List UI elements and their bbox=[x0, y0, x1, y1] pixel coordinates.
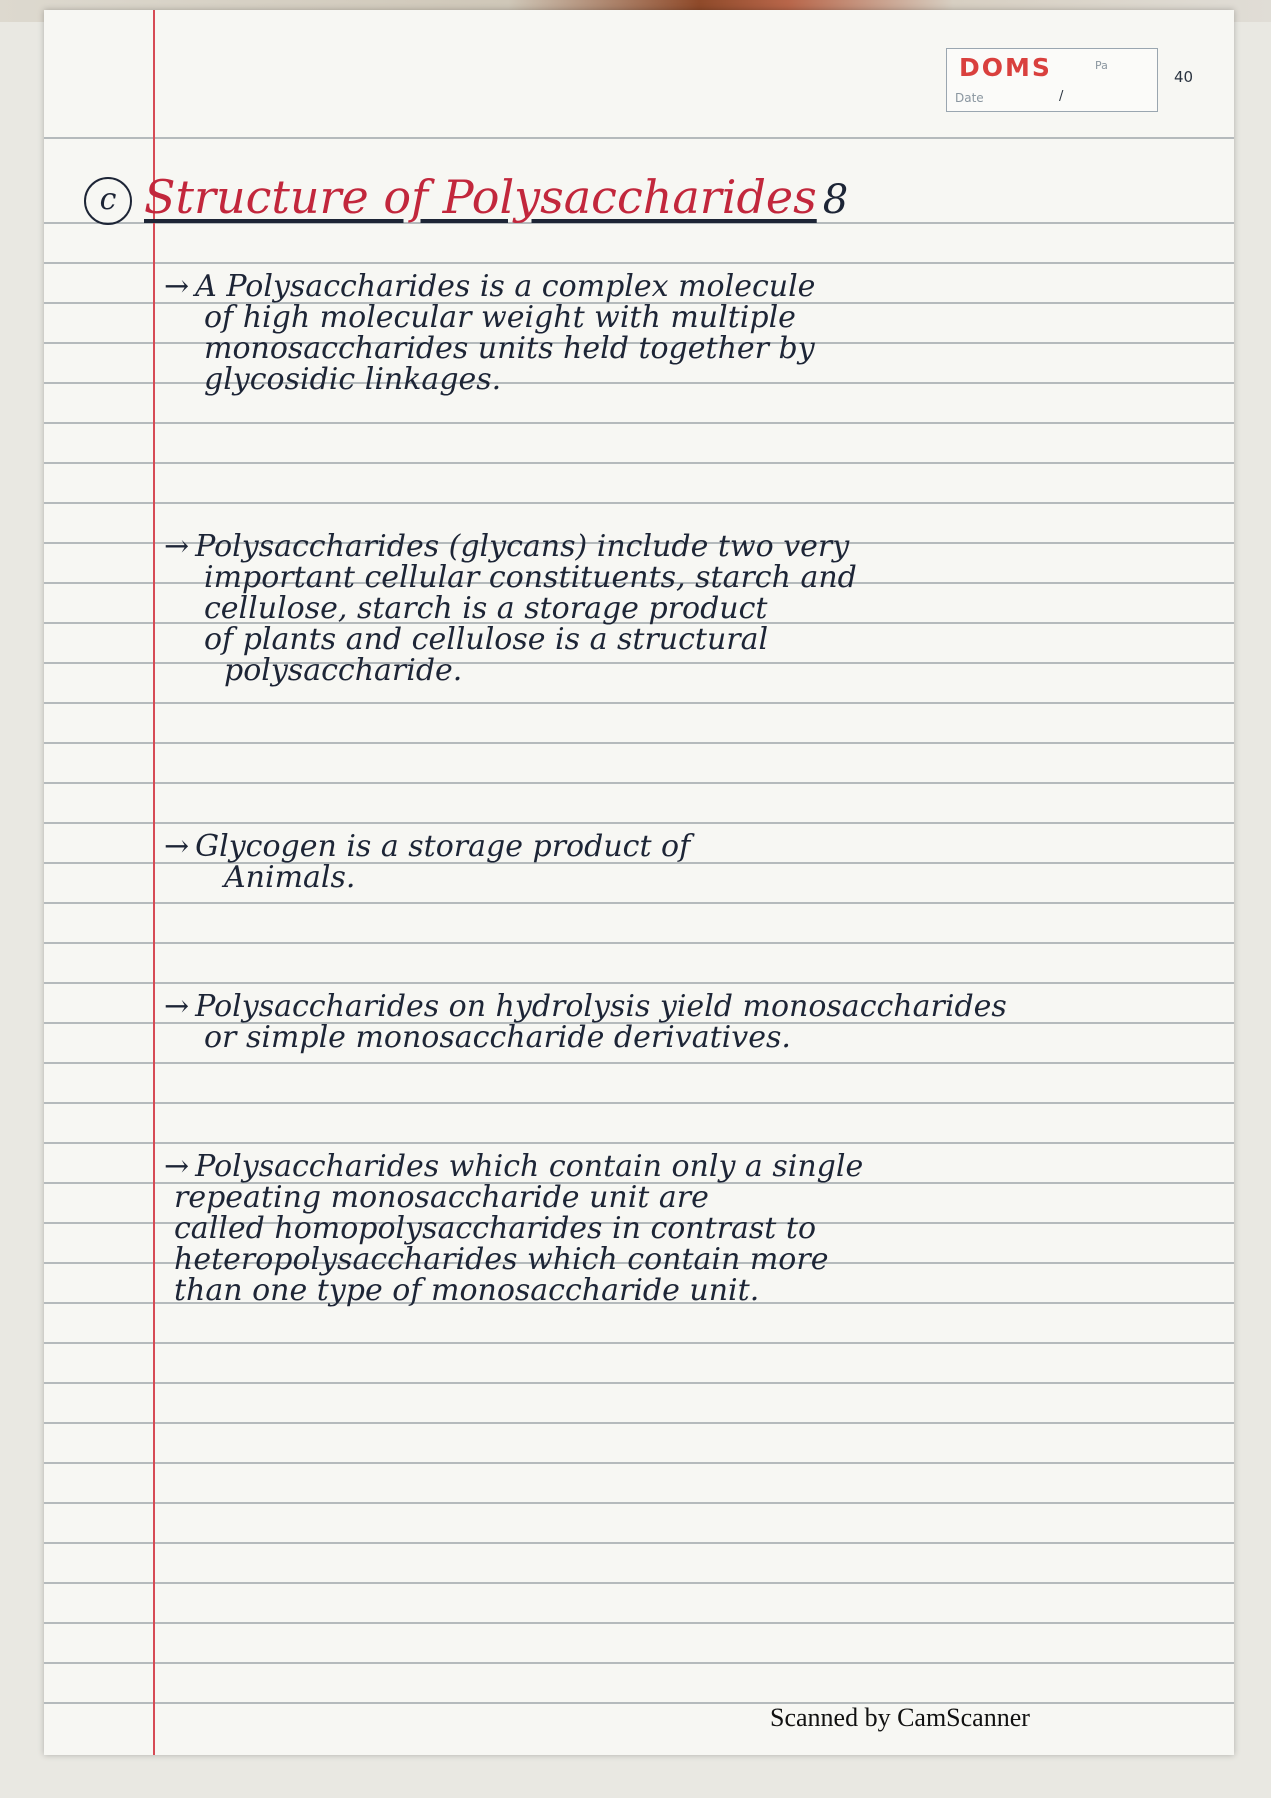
title-suffix: 8 bbox=[822, 177, 849, 223]
page-title bbox=[84, 170, 848, 225]
paragraph-line: glycosidic linkages. bbox=[204, 362, 502, 397]
paragraph-2 bbox=[164, 531, 1214, 686]
paragraph-1 bbox=[164, 271, 1214, 395]
paragraph-line: cellulose, starch is a storage product bbox=[204, 591, 768, 626]
paragraph-line: Glycogen is a storage product of bbox=[195, 829, 691, 864]
scanner-watermark: Scanned by CamScanner bbox=[770, 1703, 1030, 1732]
paragraph-line: Polysaccharides on hydrolysis yield monosaccharides bbox=[195, 989, 1007, 1024]
paragraph-line: Animals. bbox=[224, 860, 356, 895]
paragraph-line: Polysaccharides which contain only a single bbox=[195, 1149, 864, 1184]
paragraph-line: of high molecular weight with multiple bbox=[204, 300, 796, 335]
page-number: 40 bbox=[1174, 68, 1194, 86]
arrow-bullet: → bbox=[164, 529, 190, 564]
date-label: Date bbox=[955, 91, 984, 105]
page-label: Pa bbox=[1095, 59, 1108, 72]
paragraph-line: heteropolysaccharides which contain more bbox=[174, 1242, 829, 1277]
notebook-page bbox=[44, 10, 1234, 1755]
paragraph-line: Polysaccharides (glycans) include two very bbox=[195, 529, 850, 564]
date-value: / bbox=[1059, 89, 1064, 104]
title-text: Structure of Polysaccharides bbox=[144, 170, 817, 224]
paragraph-line: or simple monosaccharide derivatives. bbox=[204, 1020, 791, 1055]
arrow-bullet: → bbox=[164, 1149, 190, 1184]
arrow-bullet: → bbox=[164, 829, 190, 864]
paragraph-line: important cellular constituents, starch and bbox=[204, 560, 857, 595]
brand-logo: DOMS bbox=[959, 53, 1052, 82]
notebook-header-box bbox=[946, 48, 1158, 112]
paragraph-line: of plants and cellulose is a structural bbox=[204, 622, 769, 657]
paragraph-line: called homopolysaccharides in contrast to bbox=[174, 1211, 817, 1246]
paragraph-4 bbox=[164, 991, 1214, 1053]
paragraph-line: monosaccharides units held together by bbox=[204, 331, 815, 366]
arrow-bullet: → bbox=[164, 989, 190, 1024]
paragraph-line: repeating monosaccharide unit are bbox=[174, 1180, 709, 1215]
section-marker: c bbox=[84, 177, 132, 225]
paragraph-line: than one type of monosaccharide unit. bbox=[174, 1273, 760, 1308]
paragraph-line: A Polysaccharides is a complex molecule bbox=[195, 269, 816, 304]
arrow-bullet: → bbox=[164, 269, 190, 304]
paragraph-5 bbox=[164, 1151, 1214, 1306]
paragraph-line: polysaccharide. bbox=[224, 653, 463, 688]
paragraph-3 bbox=[164, 831, 1214, 893]
